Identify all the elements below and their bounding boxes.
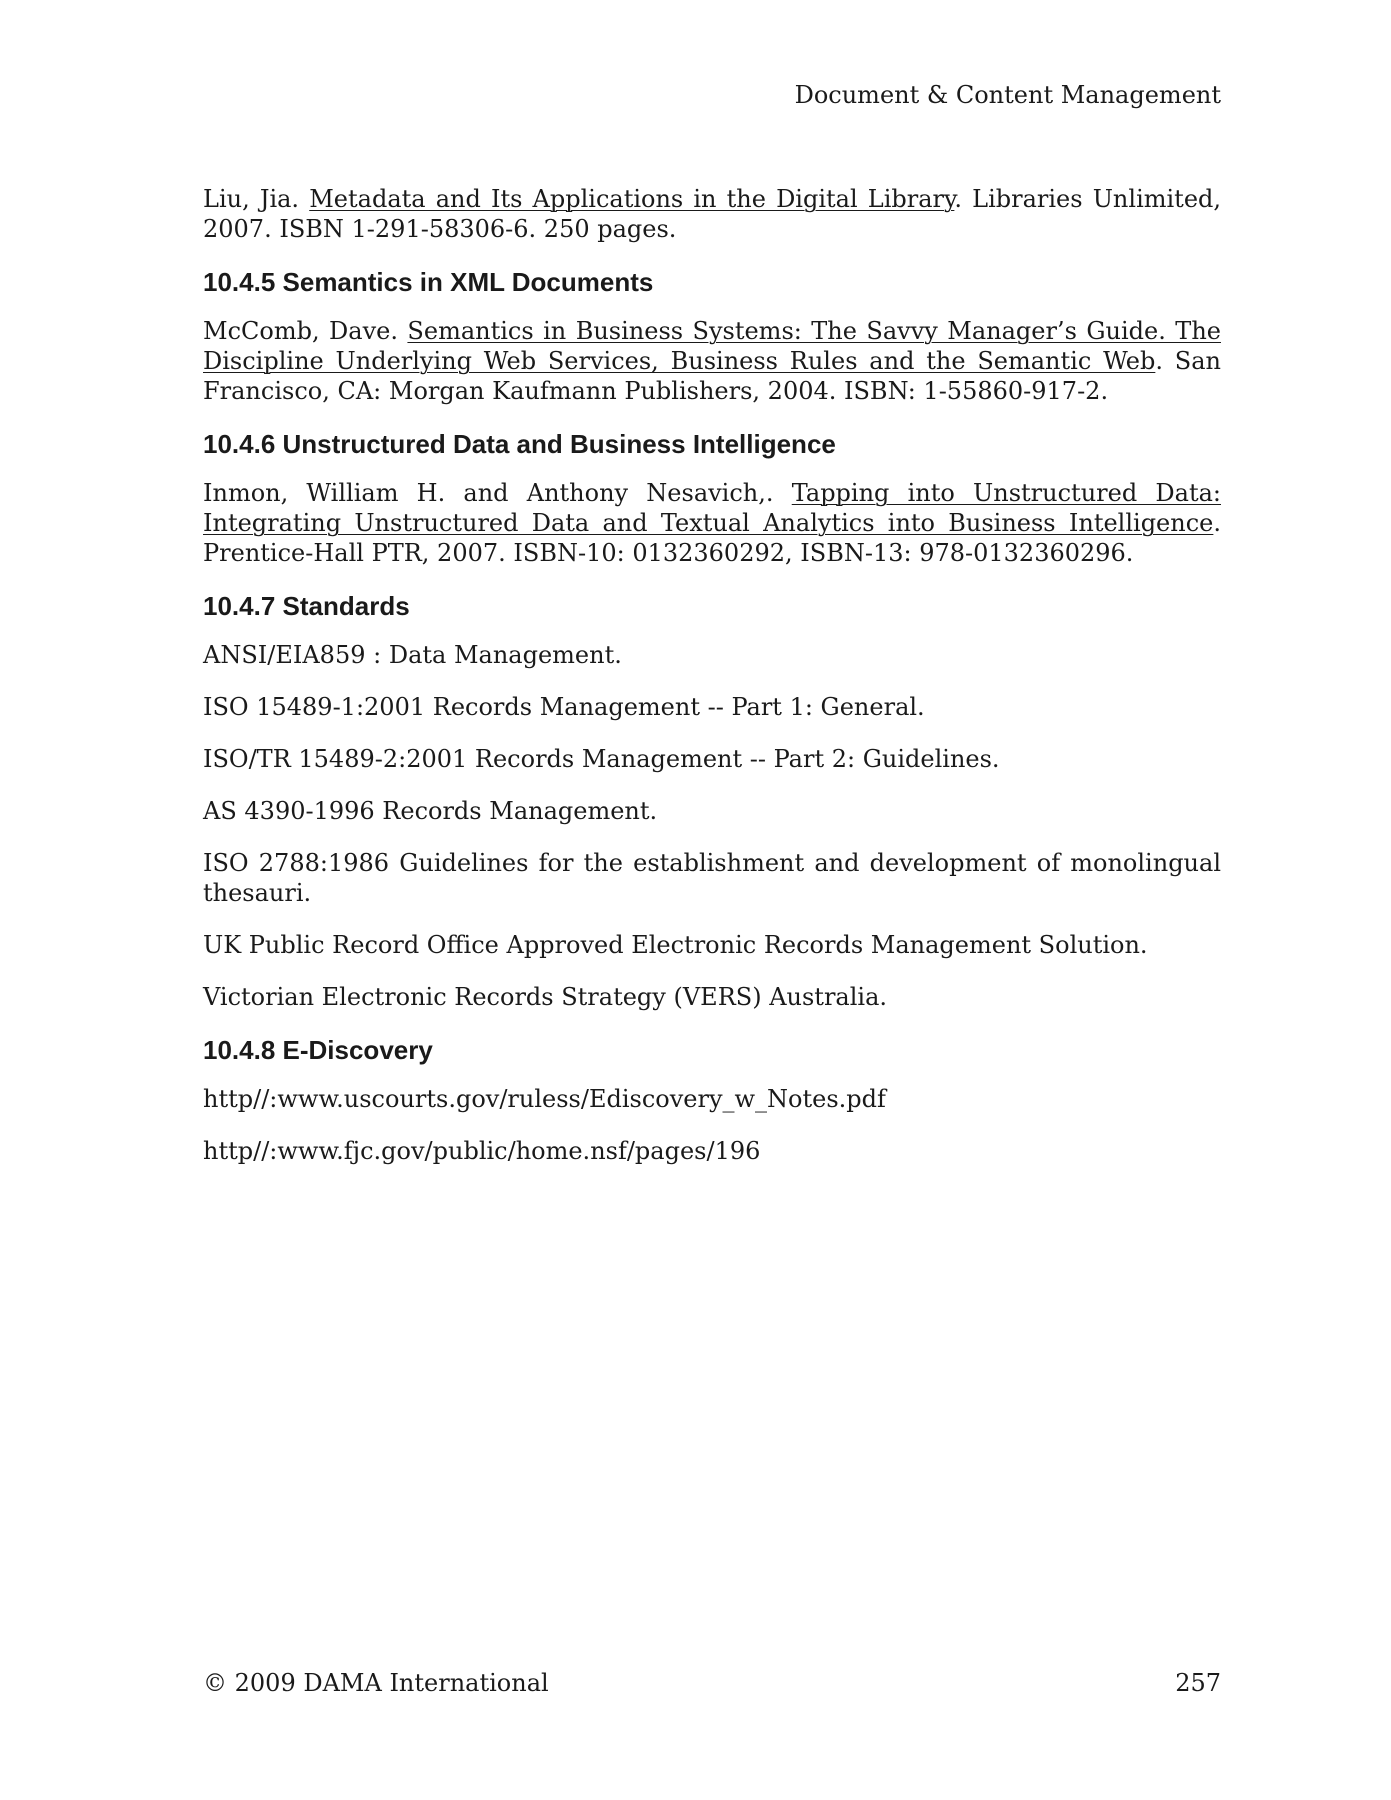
copyright-notice: © 2009 DAMA International (203, 1669, 549, 1697)
reference-title: Tapping into Unstructured Data: Integrating Unstructured Data and Textual Analytics into Business Intelligence (203, 479, 1221, 537)
page-footer (203, 1668, 1221, 1698)
standard-item: ANSI/EIA859 : Data Management. (203, 641, 622, 669)
standard-item: UK Public Record Office Approved Electronic Records Management Solution. (203, 931, 1148, 959)
reference-details: . San Francisco, CA: Morgan Kaufmann Publishers, 2004. ISBN: 1-55860-917-2. (203, 347, 1221, 405)
ediscovery-url: http//:www.fjc.gov/public/home.nsf/pages/196 (203, 1137, 761, 1165)
section-heading-10-4-6: 10.4.6 Unstructured Data and Business Intelligence (203, 429, 836, 459)
section-heading-10-4-7: 10.4.7 Standards (203, 591, 410, 621)
reference-inmon (203, 478, 1221, 568)
standard-item: Victorian Electronic Records Strategy (VERS) Australia. (203, 983, 888, 1011)
reference-details: . Libraries Unlimited, 2007. ISBN 1-291-58306-6. 250 pages. (203, 185, 1222, 243)
reference-author: McComb, Dave. (203, 317, 398, 345)
reference-liu (203, 184, 1221, 244)
ediscovery-url: http//:www.uscourts.gov/ruless/Ediscovery_w_Notes.pdf (203, 1085, 886, 1113)
standard-item: AS 4390-1996 Records Management. (203, 797, 658, 825)
running-header: Document & Content Management (794, 81, 1221, 109)
reference-author: Liu, Jia. (203, 185, 300, 213)
standard-item: ISO 15489-1:2001 Records Management -- Part 1: General. (203, 693, 925, 721)
standard-item: ISO 2788:1986 Guidelines for the establishment and development of monolingual thesauri. (203, 849, 1221, 907)
section-heading-10-4-8: 10.4.8 E-Discovery (203, 1035, 433, 1065)
reference-mccomb (203, 316, 1221, 406)
page-content (203, 184, 1221, 1188)
page-number: 257 (1175, 1669, 1221, 1697)
reference-author: Inmon, William H. and Anthony Nesavich,. (203, 479, 774, 507)
section-heading-10-4-5: 10.4.5 Semantics in XML Documents (203, 267, 654, 297)
reference-details: . Prentice-Hall PTR, 2007. ISBN-10: 0132360292, ISBN-13: 978-0132360296. (203, 509, 1221, 567)
standard-item: ISO/TR 15489-2:2001 Records Management -- Part 2: Guidelines. (203, 745, 1000, 773)
reference-title: Semantics in Business Systems: The Savvy Manager’s Guide. The Discipline Underlying Web Services, Business Rules and the Semantic Web (203, 317, 1221, 375)
reference-title: Metadata and Its Applications in the Digital Library (309, 185, 955, 213)
